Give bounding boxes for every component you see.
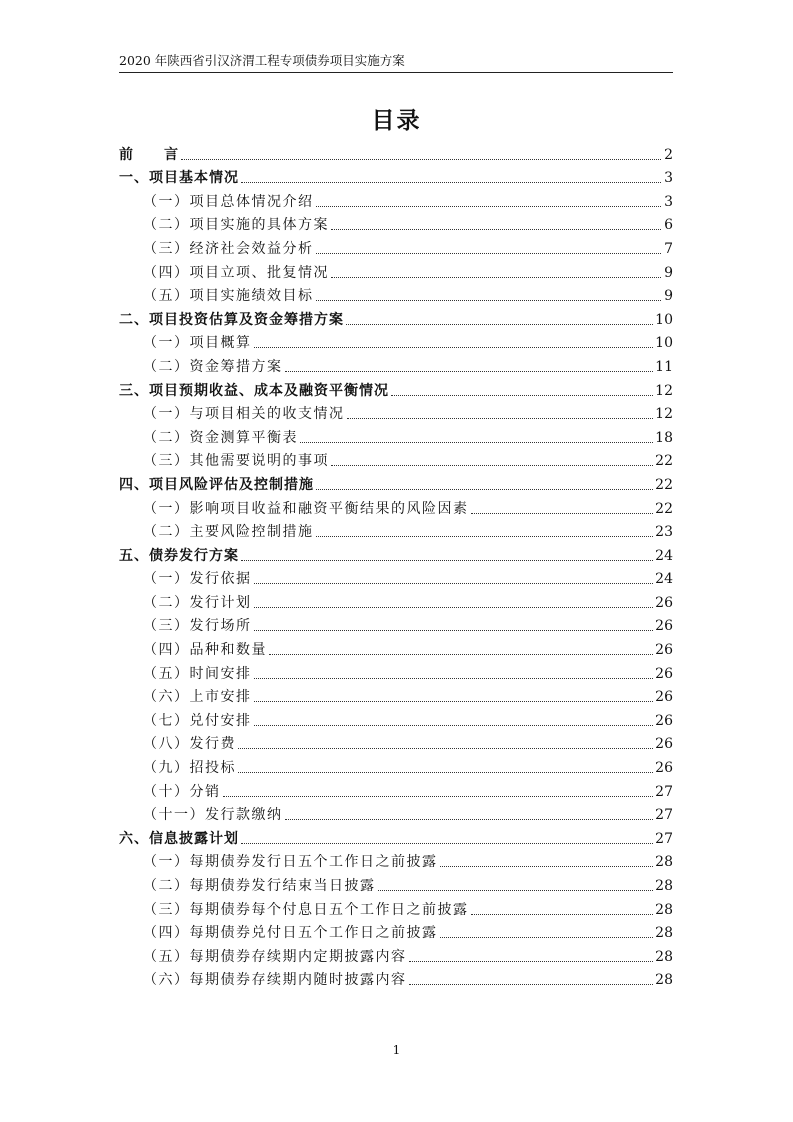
toc-entry[interactable] bbox=[119, 588, 673, 612]
toc-entry-label: （四）每期债券兑付日五个工作日之前披露 bbox=[143, 925, 438, 942]
toc-entry[interactable] bbox=[119, 164, 673, 188]
toc-entry[interactable] bbox=[119, 352, 673, 376]
dot-leader bbox=[254, 725, 654, 726]
dot-leader bbox=[378, 890, 654, 891]
toc-entry-page: 6 bbox=[664, 217, 673, 234]
toc-entry[interactable] bbox=[119, 683, 673, 707]
toc-entry[interactable] bbox=[119, 376, 673, 400]
toc-entry[interactable] bbox=[119, 612, 673, 636]
toc-entry-label: （一）项目概算 bbox=[143, 335, 252, 352]
toc-entry-page: 11 bbox=[655, 358, 673, 375]
toc-entry-page: 23 bbox=[655, 524, 673, 541]
dot-leader bbox=[331, 229, 661, 230]
toc-entry-page: 26 bbox=[655, 760, 673, 777]
toc-entry[interactable] bbox=[119, 635, 673, 659]
toc-entry-page: 10 bbox=[655, 311, 673, 328]
dot-leader bbox=[316, 206, 662, 207]
dot-leader bbox=[316, 489, 653, 490]
dot-leader bbox=[391, 395, 653, 396]
toc-entry-label: （四）品种和数量 bbox=[143, 642, 267, 659]
toc-entry-page: 28 bbox=[655, 901, 673, 918]
toc-entry-page: 12 bbox=[655, 382, 673, 399]
toc-entry-label: （二）项目实施的具体方案 bbox=[143, 217, 329, 234]
toc-entry-page: 26 bbox=[655, 689, 673, 706]
toc-entry-page: 28 bbox=[655, 972, 673, 989]
toc-entry[interactable] bbox=[119, 942, 673, 966]
toc-entry-page: 28 bbox=[655, 948, 673, 965]
toc-entry-label: （三）经济社会效益分析 bbox=[143, 240, 314, 257]
dot-leader bbox=[181, 159, 661, 160]
toc-entry[interactable] bbox=[119, 234, 673, 258]
toc-entry-page: 26 bbox=[655, 712, 673, 729]
toc-entry-label: 三、项目预期收益、成本及融资平衡情况 bbox=[119, 382, 389, 399]
dot-leader bbox=[285, 371, 654, 372]
toc-entry[interactable] bbox=[119, 706, 673, 730]
toc-entry[interactable] bbox=[119, 895, 673, 919]
dot-leader bbox=[409, 984, 654, 985]
dot-leader bbox=[269, 654, 653, 655]
toc-entry[interactable] bbox=[119, 470, 673, 494]
header-rule bbox=[119, 72, 673, 73]
dot-leader bbox=[254, 678, 654, 679]
toc-entry-page: 7 bbox=[664, 240, 673, 257]
toc-entry-page: 26 bbox=[655, 594, 673, 611]
toc-entry-label: （二）资金筹措方案 bbox=[143, 358, 283, 375]
toc-entry-page: 3 bbox=[664, 193, 673, 210]
toc-entry-page: 27 bbox=[655, 807, 673, 824]
toc-entry-label: （二）主要风险控制措施 bbox=[143, 524, 314, 541]
dot-leader bbox=[471, 513, 654, 514]
toc-entry-page: 24 bbox=[655, 547, 673, 564]
dot-leader bbox=[254, 583, 654, 584]
toc-entry-label: （一）影响项目收益和融资平衡结果的风险因素 bbox=[143, 500, 469, 517]
toc-entry-page: 9 bbox=[664, 288, 673, 305]
toc-entry[interactable] bbox=[119, 801, 673, 825]
toc-entry[interactable] bbox=[119, 423, 673, 447]
toc-entry-page: 26 bbox=[655, 618, 673, 635]
toc-entry-label: （五）时间安排 bbox=[143, 665, 252, 682]
toc-entry[interactable] bbox=[119, 541, 673, 565]
toc-entry-label: （一）发行依据 bbox=[143, 571, 252, 588]
toc-entry-label: （八）发行费 bbox=[143, 736, 236, 753]
dot-leader bbox=[254, 347, 654, 348]
toc-entry[interactable] bbox=[119, 140, 673, 164]
dot-leader bbox=[331, 277, 661, 278]
toc-entry[interactable] bbox=[119, 211, 673, 235]
toc-entry[interactable] bbox=[119, 753, 673, 777]
toc-entry[interactable] bbox=[119, 187, 673, 211]
toc-entry-label: （十一）发行款缴纳 bbox=[143, 807, 283, 824]
page-number: 1 bbox=[392, 1043, 401, 1057]
dot-leader bbox=[254, 607, 654, 608]
toc-entry-label: 前 言 bbox=[119, 146, 179, 163]
toc-entry-label: （三）发行场所 bbox=[143, 618, 252, 635]
toc-entry-label: 六、信息披露计划 bbox=[119, 830, 239, 847]
toc-entry-page: 22 bbox=[655, 476, 673, 493]
toc-entry-page: 2 bbox=[664, 146, 673, 163]
toc-entry[interactable] bbox=[119, 966, 673, 990]
toc-entry-label: （六）每期债券存续期内随时披露内容 bbox=[143, 972, 407, 989]
toc-entry-page: 27 bbox=[655, 783, 673, 800]
dot-leader bbox=[300, 442, 653, 443]
toc-entry-label: （四）项目立项、批复情况 bbox=[143, 264, 329, 281]
toc-entry[interactable] bbox=[119, 730, 673, 754]
dot-leader bbox=[241, 182, 661, 183]
toc-entry[interactable] bbox=[119, 494, 673, 518]
toc-title: 目录 bbox=[371, 108, 422, 134]
toc-entry-page: 26 bbox=[655, 736, 673, 753]
dot-leader bbox=[238, 748, 653, 749]
toc-entry[interactable] bbox=[119, 848, 673, 872]
dot-leader bbox=[241, 843, 653, 844]
toc-entry-label: （一）每期债券发行日五个工作日之前披露 bbox=[143, 854, 438, 871]
toc-entry-page: 27 bbox=[655, 830, 673, 847]
toc-entry-label: （七）兑付安排 bbox=[143, 712, 252, 729]
toc-entry[interactable] bbox=[119, 777, 673, 801]
toc-entry-page: 28 bbox=[655, 854, 673, 871]
toc-entry-page: 22 bbox=[655, 500, 673, 517]
toc-entry-label: （二）发行计划 bbox=[143, 594, 252, 611]
toc-entry-page: 28 bbox=[655, 925, 673, 942]
dot-leader bbox=[409, 961, 654, 962]
toc-entry-label: 四、项目风险评估及控制措施 bbox=[119, 476, 314, 493]
dot-leader bbox=[223, 796, 654, 797]
toc-entry[interactable] bbox=[119, 565, 673, 589]
dot-leader bbox=[316, 536, 654, 537]
toc-entry-page: 26 bbox=[655, 665, 673, 682]
toc-entry[interactable] bbox=[119, 518, 673, 542]
toc-entry-label: 一、项目基本情况 bbox=[119, 170, 239, 187]
dot-leader bbox=[440, 866, 654, 867]
dot-leader bbox=[316, 300, 662, 301]
toc-entry-label: （三）其他需要说明的事项 bbox=[143, 453, 329, 470]
dot-leader bbox=[346, 324, 653, 325]
toc-entry[interactable] bbox=[119, 329, 673, 353]
toc-entry-label: （十）分销 bbox=[143, 783, 221, 800]
dot-leader bbox=[254, 630, 654, 631]
dot-leader bbox=[254, 701, 654, 702]
dot-leader bbox=[285, 819, 654, 820]
toc-entry[interactable] bbox=[119, 282, 673, 306]
toc-entry-label: （一）与项目相关的收支情况 bbox=[143, 406, 345, 423]
toc-entry-page: 10 bbox=[655, 335, 673, 352]
toc-entry[interactable] bbox=[119, 824, 673, 848]
toc-entry-page: 9 bbox=[664, 264, 673, 281]
toc-entry-page: 18 bbox=[655, 429, 673, 446]
dot-leader bbox=[440, 937, 654, 938]
toc-entry-label: 二、项目投资估算及资金筹措方案 bbox=[119, 311, 344, 328]
toc-entry-label: （二）资金测算平衡表 bbox=[143, 429, 298, 446]
toc-entry-label: （一）项目总体情况介绍 bbox=[143, 193, 314, 210]
table-of-contents bbox=[119, 140, 673, 989]
toc-entry-label: （三）每期债券每个付息日五个工作日之前披露 bbox=[143, 901, 469, 918]
toc-entry[interactable] bbox=[119, 400, 673, 424]
toc-entry[interactable] bbox=[119, 659, 673, 683]
toc-entry-page: 3 bbox=[664, 170, 673, 187]
toc-entry-page: 12 bbox=[655, 406, 673, 423]
toc-entry[interactable] bbox=[119, 919, 673, 943]
toc-entry-page: 22 bbox=[655, 453, 673, 470]
toc-entry-page: 28 bbox=[655, 878, 673, 894]
toc-entry-page: 26 bbox=[655, 642, 673, 659]
toc-entry-label: （九）招投标 bbox=[143, 760, 236, 777]
toc-entry-label: （六）上市安排 bbox=[143, 689, 252, 706]
dot-leader bbox=[241, 560, 653, 561]
toc-entry[interactable] bbox=[119, 258, 673, 282]
dot-leader bbox=[471, 914, 654, 915]
toc-entry-label: （五）项目实施绩效目标 bbox=[143, 288, 314, 305]
toc-entry-label: （五）每期债券存续期内定期披露内容 bbox=[143, 948, 407, 965]
dot-leader bbox=[347, 418, 654, 419]
dot-leader bbox=[331, 465, 653, 466]
dot-leader bbox=[316, 253, 662, 254]
toc-entry[interactable] bbox=[119, 447, 673, 471]
toc-entry-label: （二）每期债券发行结束当日披露 bbox=[143, 878, 376, 894]
running-header: 2020 年陕西省引汉济渭工程专项债券项目实施方案 bbox=[119, 53, 405, 68]
dot-leader bbox=[238, 772, 653, 773]
toc-entry-page: 24 bbox=[655, 571, 673, 588]
toc-entry[interactable] bbox=[119, 305, 673, 329]
toc-entry[interactable] bbox=[119, 871, 673, 895]
toc-entry-label: 五、债券发行方案 bbox=[119, 547, 239, 564]
